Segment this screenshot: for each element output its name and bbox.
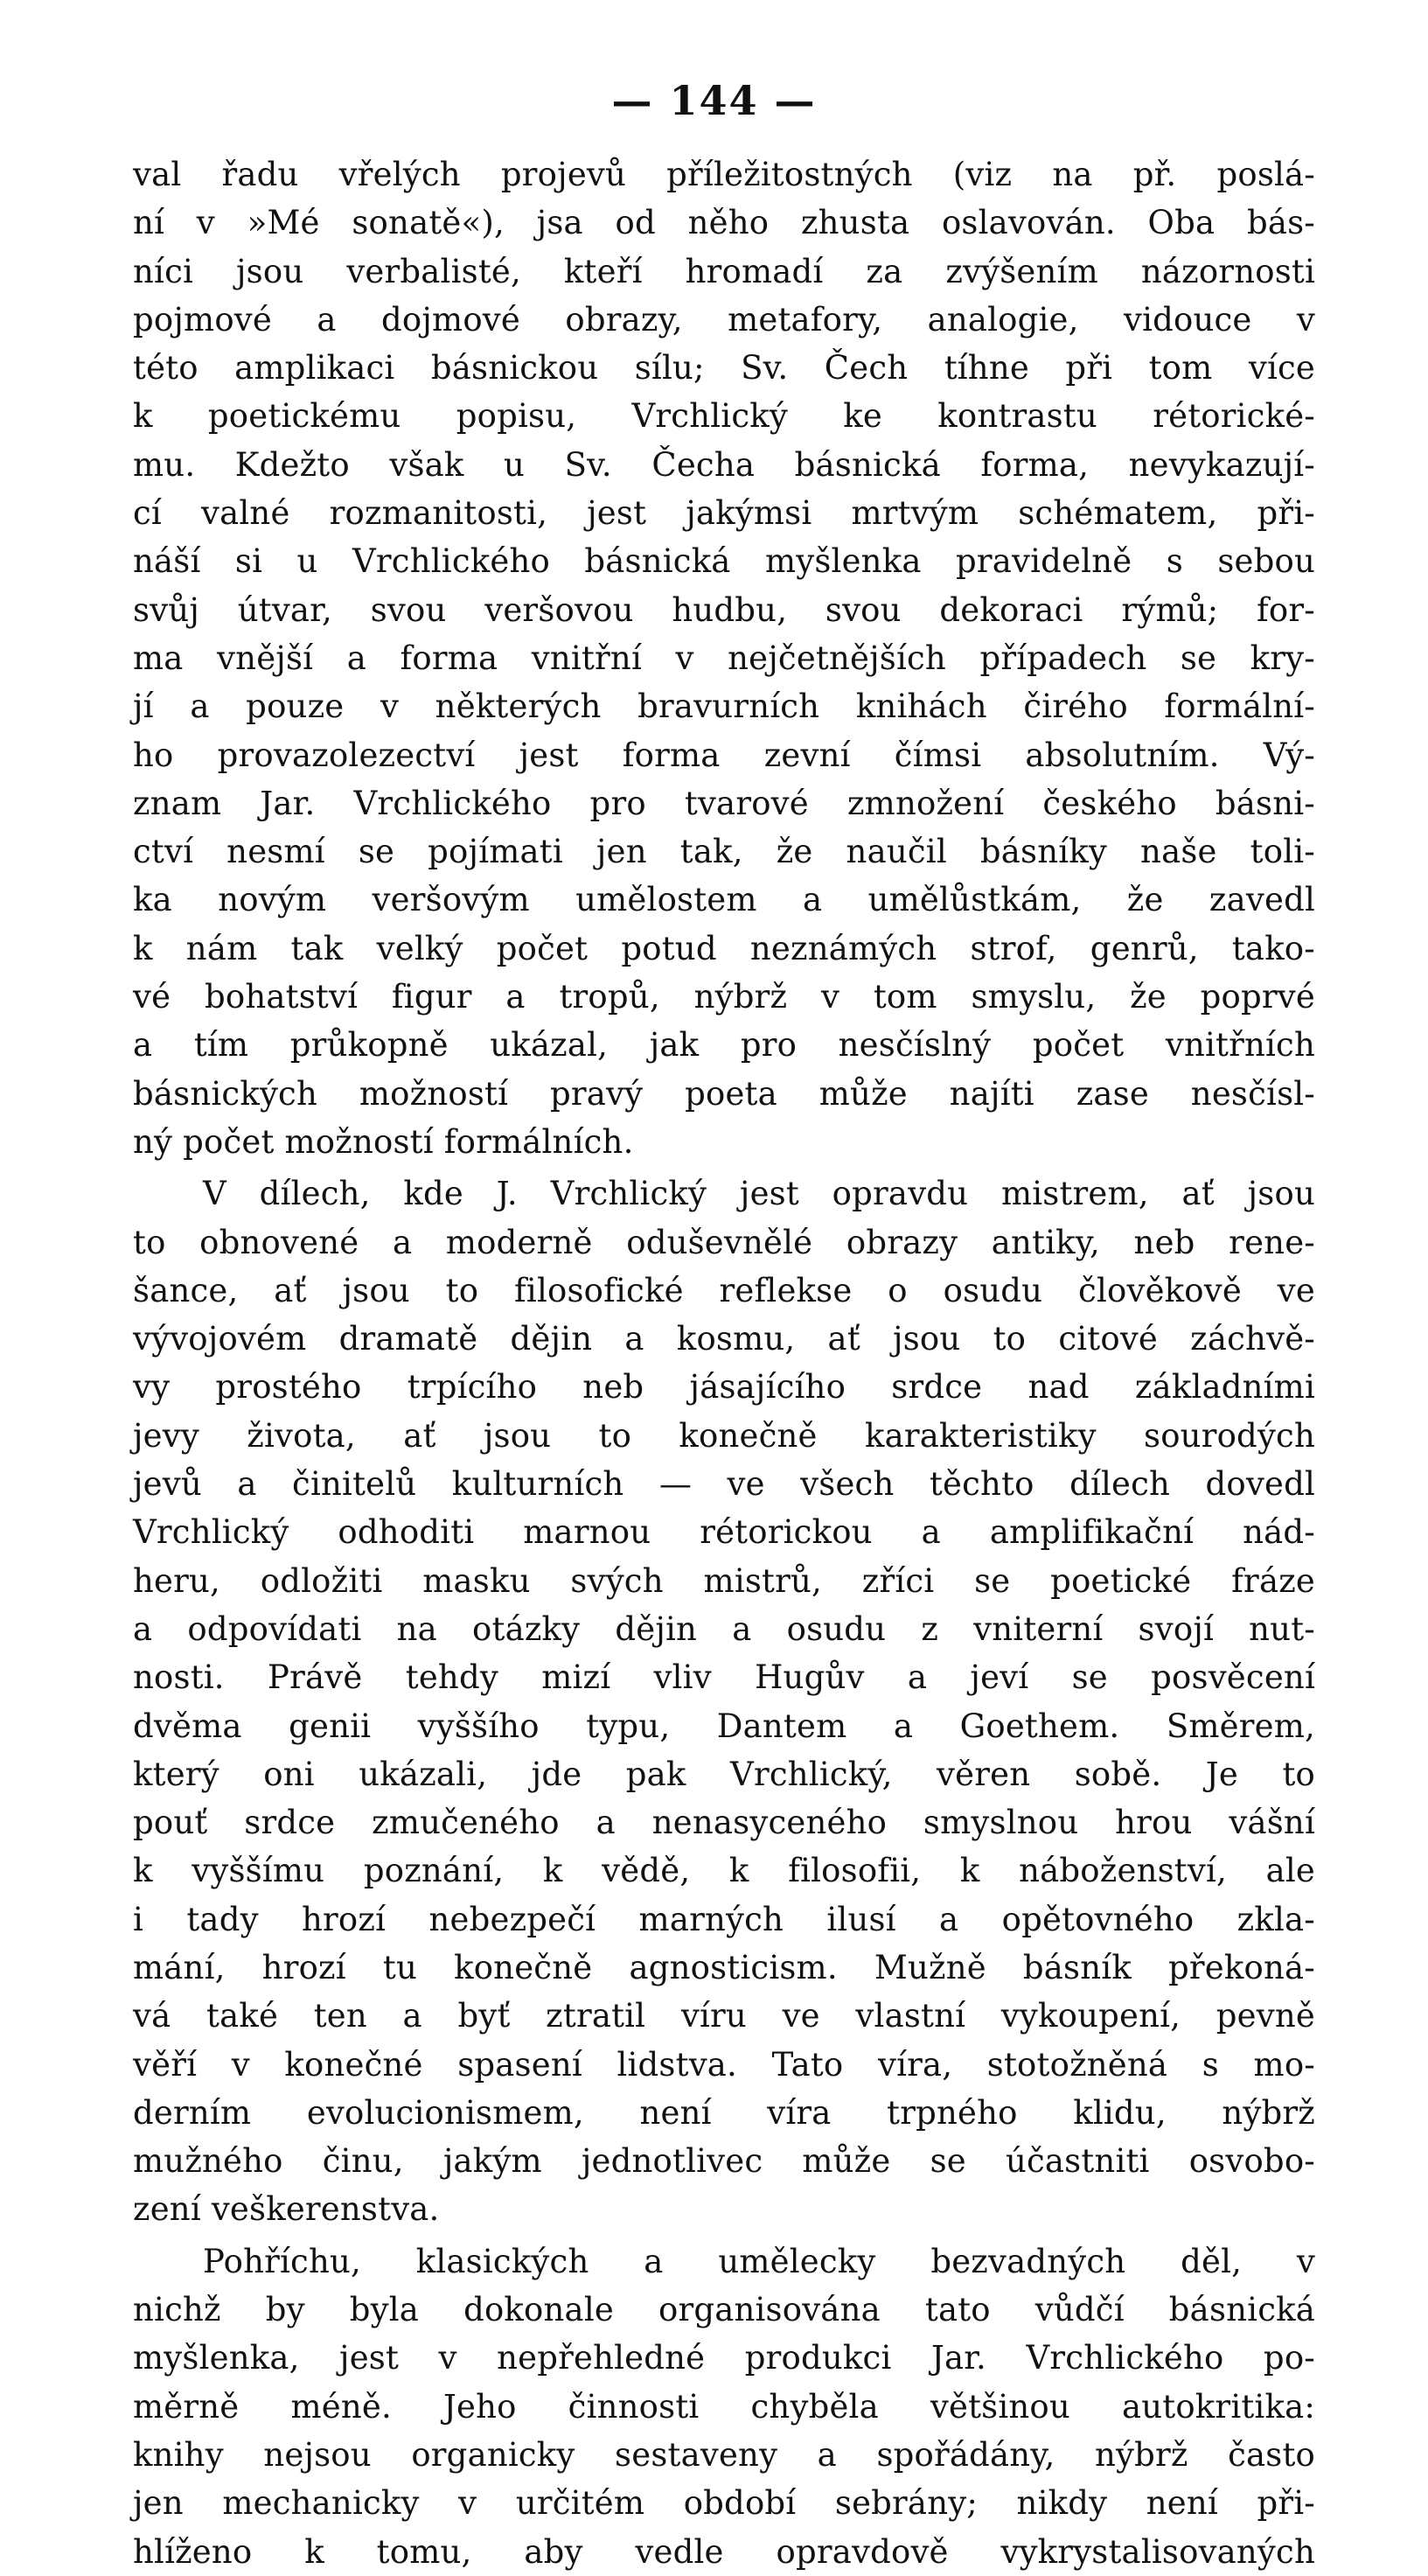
text-line: vá také ten a byť ztratil víru ve vlastní vykoupení, pevně: [133, 1997, 1315, 2035]
text-line: heru, odložiti masku svých mistrů, zříci se poetické fráze: [133, 1561, 1315, 1600]
text-line: mu. Kdežto však u Sv. Čecha básnická forma, nevykazují-: [133, 445, 1315, 484]
text-line: a tím průkopně ukázal, jak pro nesčíslný počet vnitřních: [133, 1026, 1315, 1065]
text-line: myšlenka, jest v nepřehledné produkci Jar. Vrchlického po-: [133, 2339, 1315, 2377]
paragraph-first-line: V dílech, kde J. Vrchlický jest opravdu mistrem, ať jsou: [203, 1175, 1315, 1213]
text-line: jevů a činitelů kulturních — ve všech těchto dílech dovedl: [133, 1465, 1315, 1504]
text-line: cí valné rozmanitosti, jest jakýmsi mrtvým schématem, při-: [133, 494, 1315, 533]
text-line: pojmové a dojmové obrazy, metafory, analogie, vidouce v: [133, 300, 1315, 339]
text-line: derním evolucionismem, není víra trpného klidu, nýbrž: [133, 2093, 1315, 2132]
text-line: k nám tak velký počet potud neznámých strof, genrů, tako-: [133, 929, 1315, 967]
text-line: i tady hrozí nebezpečí marných ilusí a opětovného zkla-: [133, 1900, 1315, 1938]
text-line: ctví nesmí se pojímati jen tak, že naučil básníky naše toli-: [133, 833, 1315, 871]
page-number: — 144 —: [611, 77, 817, 124]
text-line: a odpovídati na otázky dějin a osudu z vniterní svojí nut-: [133, 1609, 1315, 1648]
text-line: ho provazolezectví jest forma zevní čímsi absolutním. Vý-: [133, 736, 1315, 774]
body-text: [133, 150, 1315, 2576]
text-line: znam Jar. Vrchlického pro tvarové zmnožení českého básni-: [133, 784, 1315, 822]
text-line: val řadu vřelých projevů příležitostných (viz na př. poslá-: [133, 156, 1315, 193]
text-line: šance, ať jsou to filosofické reflekse o osudu člověkově ve: [133, 1271, 1315, 1309]
text-line: knihy nejsou organicky sestaveny a spořádány, nýbrž často: [133, 2435, 1315, 2474]
text-line: mání, hrozí tu konečně agnosticism. Mužně básník překoná-: [133, 1948, 1315, 1986]
text-line: ní v »Mé sonatě«), jsa od něho zhusta oslavován. Oba bás-: [133, 204, 1315, 242]
text-line: nichž by byla dokonale organisována tato vůdčí básnická: [133, 2291, 1315, 2329]
text-line: hlíženo k tomu, aby vedle opravdově vykrystalisovaných: [133, 2532, 1315, 2571]
text-line: ka novým veršovým umělostem a umělůstkám, že zavedl: [133, 881, 1315, 919]
paragraph-first-line: Pohříchu, klasických a umělecky bezvadných děl, v: [203, 2242, 1315, 2280]
text-line: věří v konečné spasení lidstva. Tato víra, stotožněná s mo-: [133, 2045, 1315, 2084]
text-line: jí a pouze v některých bravurních knihách čirého formální-: [133, 688, 1315, 726]
text-line: který oni ukázali, jde pak Vrchlický, věren sobě. Je to: [133, 1755, 1315, 1793]
text-line: pouť srdce zmučeného a nenasyceného smyslnou hrou vášní: [133, 1804, 1315, 1842]
text-line: básnických možností pravý poeta může najíti zase nesčísl-: [133, 1074, 1315, 1113]
text-line: této amplikaci básnickou sílu; Sv. Čech tíhne při tom více: [133, 349, 1315, 387]
text-line: zení veškerenstva.: [133, 2190, 440, 2229]
text-line: měrně méně. Jeho činnosti chyběla většinou autokritika:: [133, 2387, 1315, 2426]
text-line: svůj útvar, svou veršovou hudbu, svou dekoraci rýmů; for-: [133, 590, 1315, 629]
text-line: k vyššímu poznání, k vědě, k filosofii, k náboženství, ale: [133, 1852, 1315, 1890]
text-line: dvěma genii vyššího typu, Dantem a Goethem. Směrem,: [133, 1707, 1315, 1745]
text-line: náší si u Vrchlického básnická myšlenka pravidelně s sebou: [133, 542, 1315, 581]
text-line: vy prostého trpícího neb jásajícího srdce nad základními: [133, 1368, 1315, 1407]
text-line: Vrchlický odhoditi marnou rétorickou a amplifikační nád-: [133, 1513, 1315, 1552]
text-line: k poetickému popisu, Vrchlický ke kontrastu rétorické-: [133, 397, 1315, 436]
text-line: jevy života, ať jsou to konečně karakteristiky sourodých: [133, 1416, 1315, 1455]
text-line: mužného činu, jakým jednotlivec může se účastniti osvobo-: [133, 2142, 1315, 2181]
text-line: níci jsou verbalisté, kteří hromadí za zvýšením názornosti: [133, 252, 1315, 290]
text-line: ma vnější a forma vnitřní v nejčetnějších případech se kry-: [133, 639, 1315, 677]
text-line: to obnovené a moderně oduševnělé obrazy antiky, neb rene-: [133, 1223, 1315, 1261]
text-line: vé bohatství figur a tropů, nýbrž v tom smyslu, že poprvé: [133, 978, 1315, 1016]
text-line: ný počet možností formálních.: [133, 1122, 634, 1161]
text-line: nosti. Právě tehdy mizí vliv Hugův a jeví se posvěcení: [133, 1658, 1315, 1697]
text-line: jen mechanicky v určitém období sebrány; nikdy není při-: [133, 2484, 1315, 2523]
text-line: vývojovém dramatě dějin a kosmu, ať jsou to citové záchvě-: [133, 1320, 1315, 1358]
